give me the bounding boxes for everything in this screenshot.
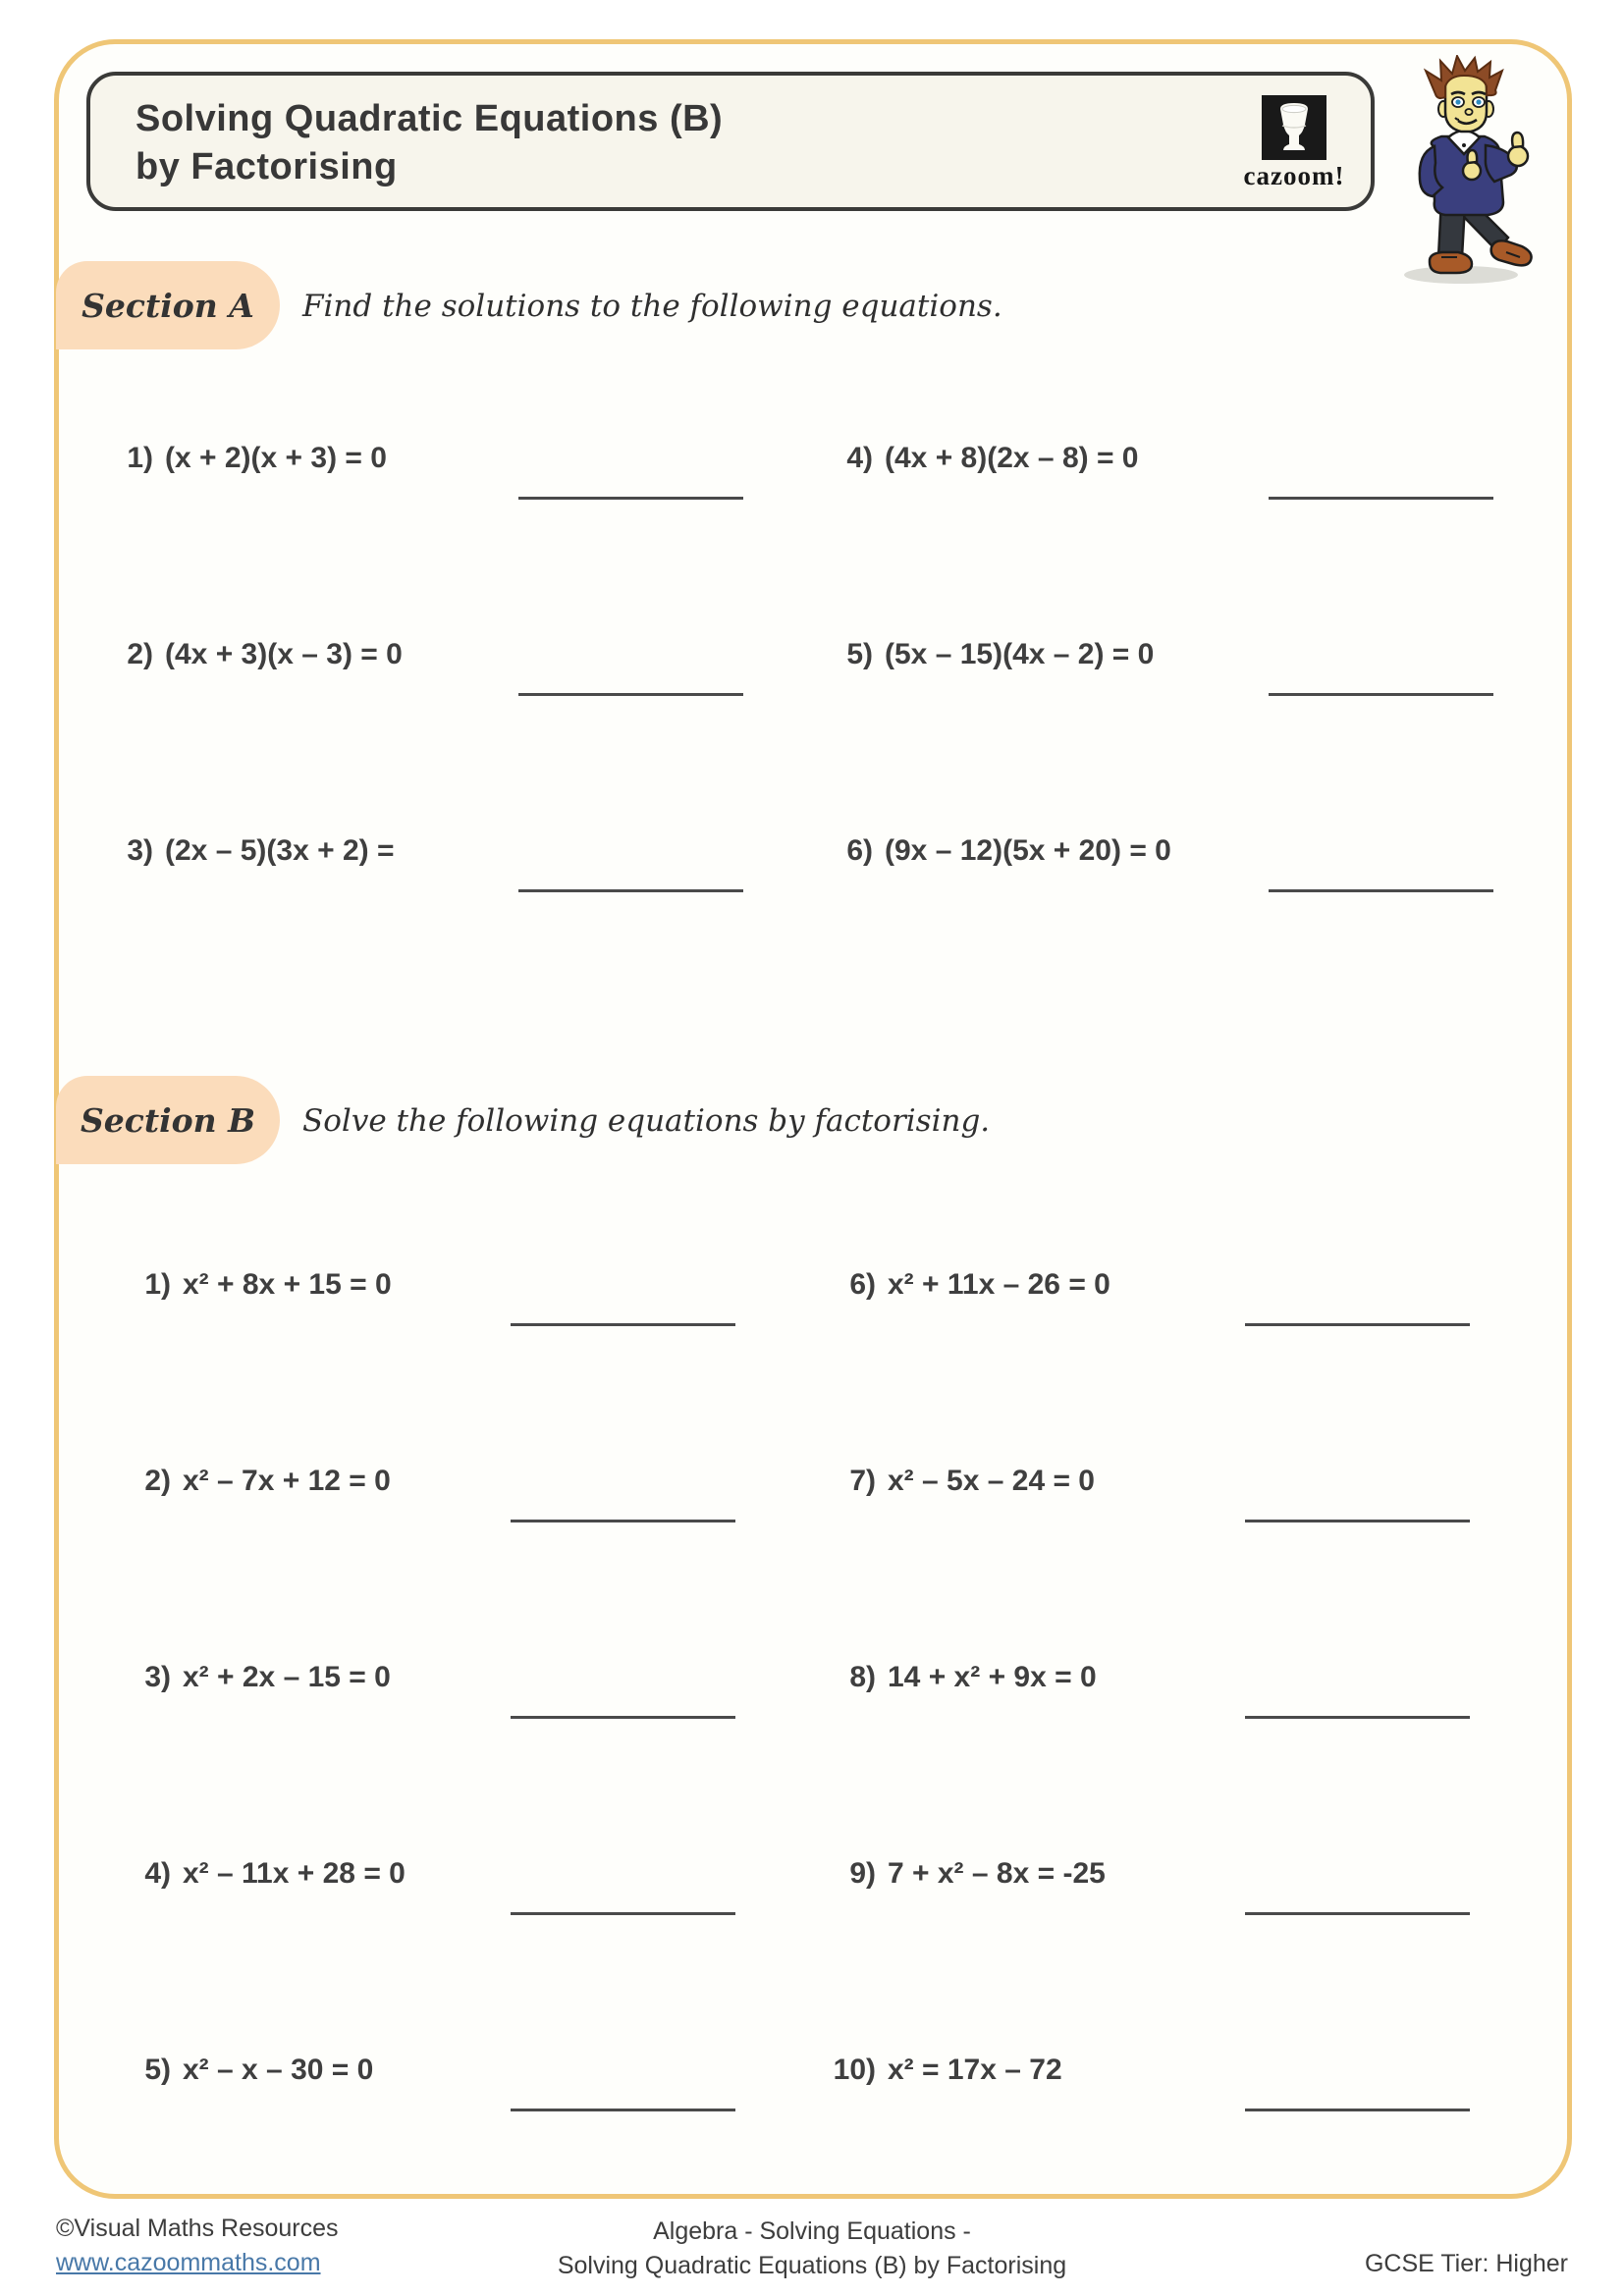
- problem-b3: [128, 1661, 391, 1694]
- problem-b5: [128, 2054, 373, 2087]
- problem-number: 6): [849, 1268, 876, 1301]
- djembe-drum-icon: [1262, 95, 1326, 160]
- answer-line: [1245, 1912, 1470, 1915]
- problem-a1: [110, 442, 387, 475]
- copyright-text: ©Visual Maths Resources: [56, 2215, 339, 2242]
- problem-b2: [128, 1465, 391, 1498]
- equation: (9x – 12)(5x + 20) = 0: [885, 834, 1171, 867]
- equation: 7 + x² – 8x = -25: [888, 1857, 1106, 1890]
- problem-b1: [128, 1268, 392, 1302]
- problem-number: 2): [144, 1465, 171, 1497]
- answer-line: [511, 1520, 735, 1522]
- problem-number: 3): [127, 834, 153, 867]
- equation: (2x – 5)(3x + 2) =: [165, 834, 395, 867]
- website-link[interactable]: www.cazoommaths.com: [56, 2249, 321, 2276]
- answer-line: [518, 497, 743, 500]
- answer-line: [511, 1912, 735, 1915]
- equation: x² – x – 30 = 0: [183, 2054, 374, 2086]
- problem-number: 8): [849, 1661, 876, 1693]
- equation: (x + 2)(x + 3) = 0: [165, 442, 387, 474]
- problem-a2: [110, 638, 403, 671]
- answer-line: [1245, 1716, 1470, 1719]
- problem-number: 9): [849, 1857, 876, 1890]
- answer-line: [511, 1716, 735, 1719]
- problem-b10: [821, 2054, 1062, 2087]
- footer-topic-line2: Solving Quadratic Equations (B) by Factorising: [557, 2252, 1067, 2279]
- section-a-tab: [56, 261, 280, 349]
- problem-a6: [830, 834, 1171, 868]
- footer-topic-line1: Algebra - Solving Equations -: [653, 2217, 971, 2245]
- page-title-line1: Solving Quadratic Equations (B): [135, 98, 724, 139]
- equation: (4x + 3)(x – 3) = 0: [165, 638, 403, 670]
- equation: x² – 11x + 28 = 0: [183, 1857, 406, 1890]
- problem-number: 4): [846, 442, 873, 474]
- section-a-instruction: Find the solutions to the following equations.: [302, 289, 1002, 324]
- page-title-line2: by Factorising: [135, 145, 398, 187]
- problem-number: 2): [127, 638, 153, 670]
- problem-number: 1): [127, 442, 153, 474]
- title-box: [86, 72, 1375, 211]
- tier-label: GCSE Tier: Higher: [1364, 2250, 1568, 2277]
- problem-number: 3): [144, 1661, 171, 1693]
- problem-a5: [830, 638, 1154, 671]
- problem-b8: [821, 1661, 1097, 1694]
- equation: x² = 17x – 72: [888, 2054, 1062, 2086]
- equation: x² – 7x + 12 = 0: [183, 1465, 391, 1497]
- problem-number: 4): [144, 1857, 171, 1890]
- problem-number: 5): [144, 2054, 171, 2086]
- equation: x² + 2x – 15 = 0: [183, 1661, 391, 1693]
- section-a-label: Section A: [81, 286, 254, 325]
- equation: (5x – 15)(4x – 2) = 0: [885, 638, 1155, 670]
- problem-number: 6): [846, 834, 873, 867]
- answer-line: [1269, 497, 1493, 500]
- answer-line: [518, 693, 743, 696]
- problem-b9: [821, 1857, 1106, 1891]
- equation: x² + 8x + 15 = 0: [183, 1268, 392, 1301]
- answer-line: [1245, 1520, 1470, 1522]
- section-b-label: Section B: [80, 1100, 256, 1140]
- equation: x² – 5x – 24 = 0: [888, 1465, 1095, 1497]
- answer-line: [511, 1323, 735, 1326]
- problem-number: 7): [849, 1465, 876, 1497]
- answer-line: [1269, 693, 1493, 696]
- answer-line: [518, 889, 743, 892]
- problem-b6: [821, 1268, 1110, 1302]
- section-b-tab: [56, 1076, 280, 1164]
- equation: 14 + x² + 9x = 0: [888, 1661, 1097, 1693]
- cazoom-logo-text: cazoom!: [1243, 161, 1345, 190]
- equation: (4x + 8)(2x – 8) = 0: [885, 442, 1139, 474]
- problem-b4: [128, 1857, 406, 1891]
- page-title: [135, 95, 723, 190]
- problem-b7: [821, 1465, 1095, 1498]
- problem-a3: [110, 834, 394, 868]
- answer-line: [511, 2109, 735, 2111]
- section-b-instruction: Solve the following equations by factorising.: [302, 1103, 991, 1139]
- problem-number: 1): [144, 1268, 171, 1301]
- answer-line: [1269, 889, 1493, 892]
- cazoom-logo: [1235, 95, 1353, 191]
- mascot-boy-illustration: [1380, 55, 1547, 286]
- problem-a4: [830, 442, 1139, 475]
- problem-number: 5): [846, 638, 873, 670]
- problem-number: 10): [833, 2054, 876, 2086]
- equation: x² + 11x – 26 = 0: [888, 1268, 1110, 1301]
- answer-line: [1245, 2109, 1470, 2111]
- answer-line: [1245, 1323, 1470, 1326]
